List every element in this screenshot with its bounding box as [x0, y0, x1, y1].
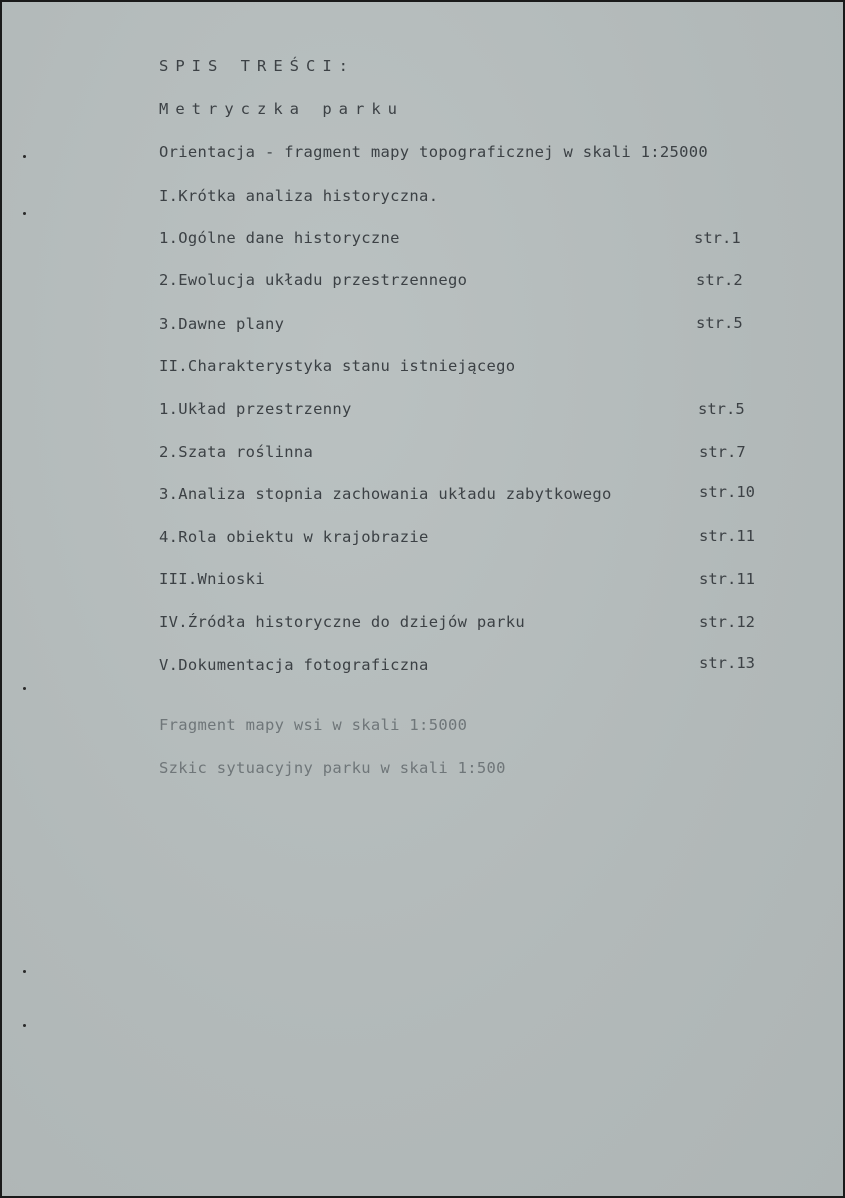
punch-hole-mark [23, 970, 26, 973]
punch-hole-mark [23, 687, 26, 690]
toc-page-number: str.1 [694, 229, 741, 247]
toc-page-number: str.7 [699, 443, 746, 461]
toc-page-number: str.5 [698, 400, 745, 418]
appendix-entry: Szkic sytuacyjny parku w skali 1:500 [159, 759, 506, 777]
toc-entry: 1.Układ przestrzenny [159, 400, 352, 418]
toc-page-number: str.12 [699, 613, 755, 631]
toc-page-number: str.11 [699, 570, 755, 588]
toc-entry: 2.Szata roślinna [159, 443, 314, 461]
toc-page-number: str.11 [699, 527, 755, 545]
toc-entry: I.Krótka analiza historyczna. [159, 187, 439, 205]
orientation-line: Orientacja - fragment mapy topograficznej w skali 1:25000 [159, 143, 709, 161]
punch-hole-mark [23, 1024, 26, 1027]
toc-entry: 1.Ogólne dane historyczne [159, 229, 400, 247]
toc-entry: II.Charakterystyka stanu istniejącego [159, 357, 516, 375]
document-page [2, 2, 843, 1196]
toc-entry: IV.Źródła historyczne do dziejów parku [159, 613, 526, 631]
page-title: SPIS TREŚCI: [159, 57, 355, 75]
toc-entry: 2.Ewolucja układu przestrzennego [159, 271, 468, 289]
toc-entry: V.Dokumentacja fotograficzna [159, 656, 429, 674]
punch-hole-mark [23, 212, 26, 215]
toc-entry: 4.Rola obiektu w krajobrazie [159, 528, 429, 546]
toc-page-number: str.10 [699, 483, 755, 501]
toc-entry: 3.Analiza stopnia zachowania układu zabytkowego [159, 485, 612, 503]
toc-entry: III.Wnioski [159, 570, 265, 588]
toc-page-number: str.13 [699, 654, 755, 672]
toc-page-number: str.5 [696, 314, 743, 332]
toc-entry: 3.Dawne plany [159, 315, 285, 333]
subheading: Metryczka parku [159, 100, 404, 118]
appendix-entry: Fragment mapy wsi w skali 1:5000 [159, 716, 468, 734]
punch-hole-mark [23, 155, 26, 158]
toc-page-number: str.2 [696, 271, 743, 289]
